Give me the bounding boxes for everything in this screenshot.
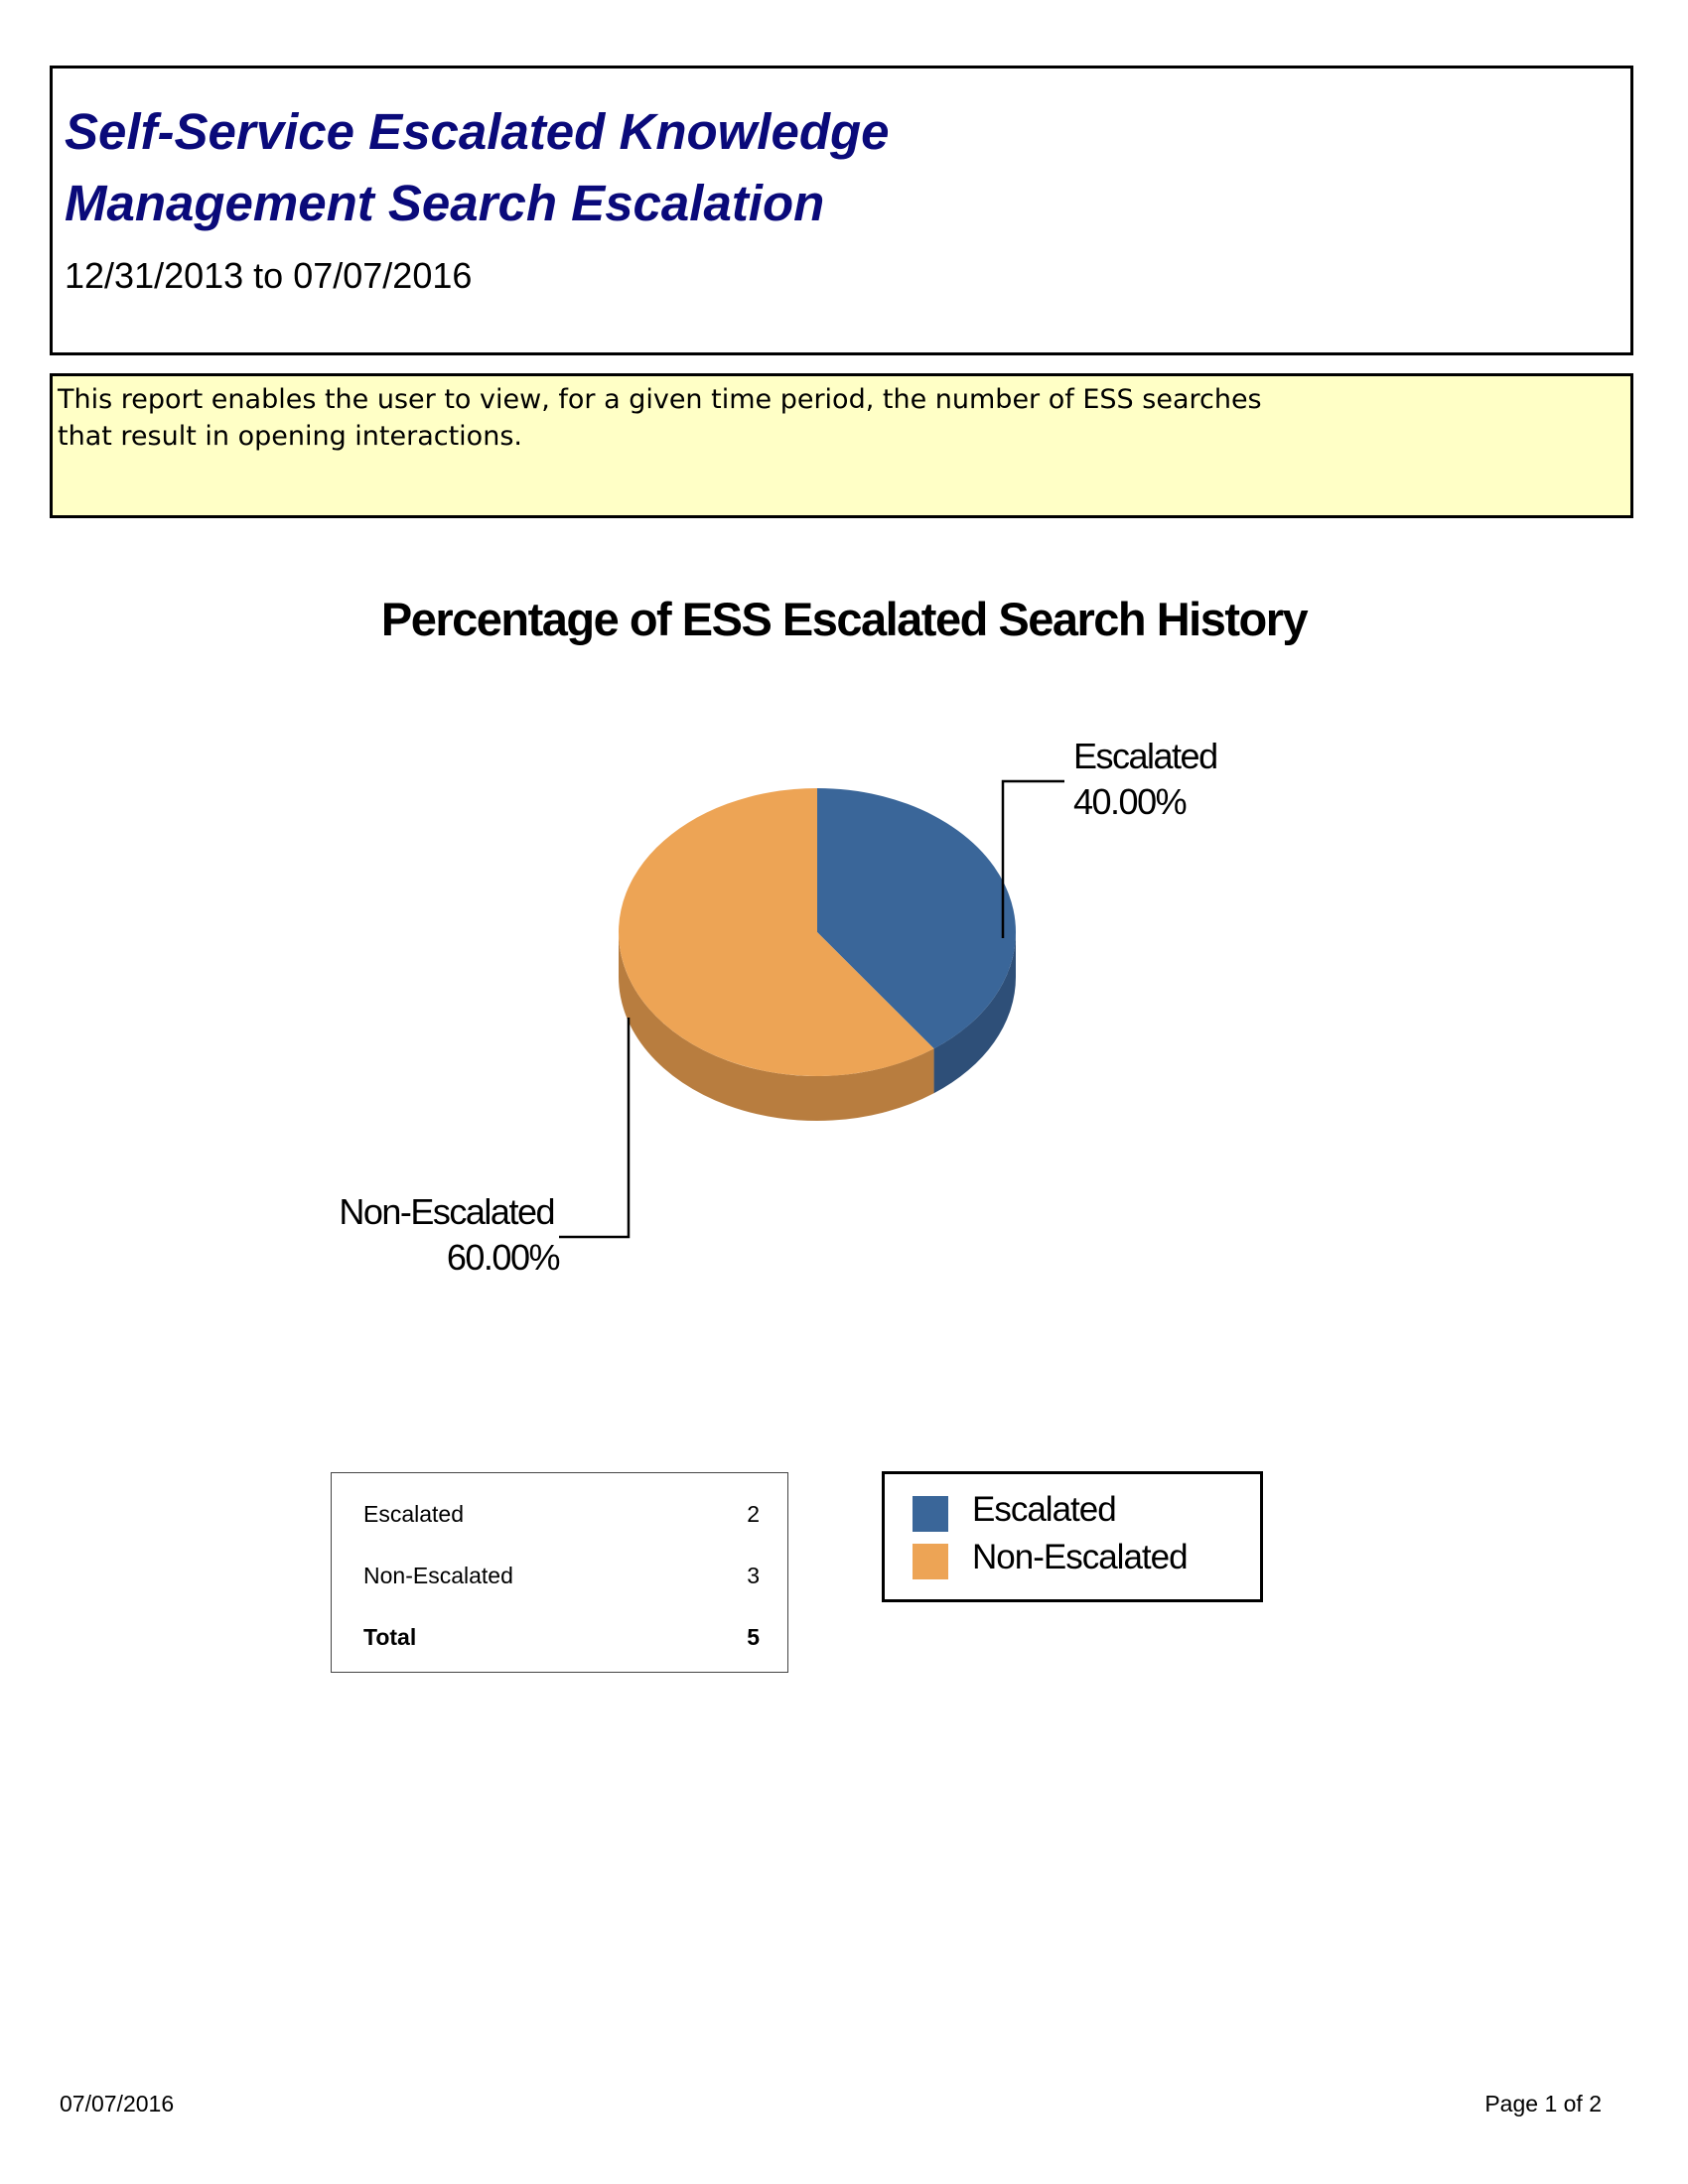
footer-page-number: Page 1 of 2 — [1484, 2091, 1602, 2116]
chart-title: Percentage of ESS Escalated Search History — [380, 593, 1308, 645]
legend-label: Non-Escalated — [972, 1538, 1188, 1576]
legend-swatch — [913, 1544, 948, 1579]
counts-value: 2 — [747, 1501, 760, 1527]
counts-value: 5 — [747, 1624, 760, 1650]
report-title-line-1: Self-Service Escalated Knowledge — [65, 103, 890, 160]
slice-percent-non-escalated: 60.00% — [446, 1237, 559, 1278]
legend-swatch — [913, 1496, 948, 1532]
report-title-line-2: Management Search Escalation — [65, 175, 825, 231]
chart-legend — [882, 1471, 1263, 1602]
counts-label: Total — [363, 1624, 417, 1650]
counts-table — [331, 1472, 788, 1673]
report-date-range: 12/31/2013 to 07/07/2016 — [65, 255, 473, 296]
slice-label-escalated: Escalated — [1073, 736, 1217, 776]
footer-date: 07/07/2016 — [60, 2091, 175, 2116]
slice-label-non-escalated: Non-Escalated — [339, 1191, 554, 1232]
counts-value: 3 — [747, 1563, 760, 1588]
slice-percent-escalated: 40.00% — [1073, 781, 1187, 822]
leader-line-non-escalated — [559, 1018, 629, 1237]
legend-label: Escalated — [972, 1490, 1116, 1529]
description-line-2: that result in opening interactions. — [58, 421, 522, 452]
description-line-1: This report enables the user to view, for a given time period, the number of ESS searches — [58, 384, 1262, 415]
counts-label: Escalated — [363, 1501, 465, 1527]
counts-label: Non-Escalated — [363, 1563, 513, 1588]
